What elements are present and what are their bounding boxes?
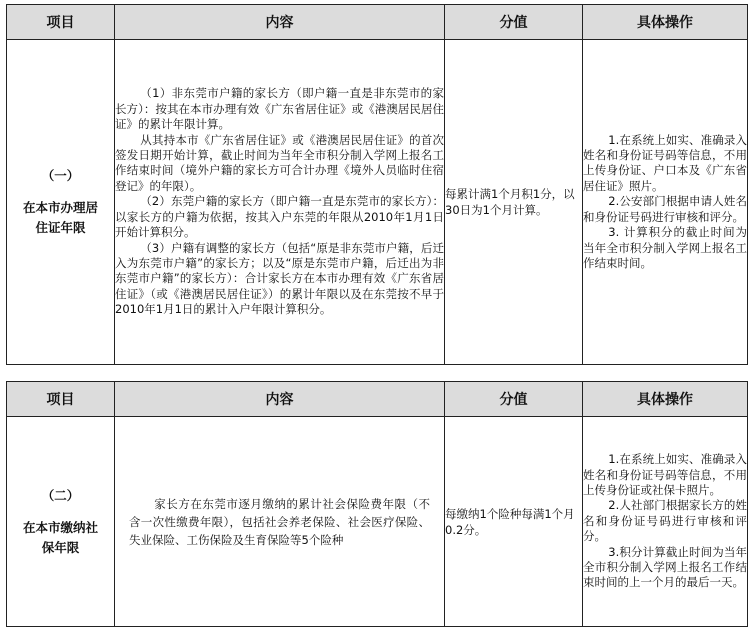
content-cell [115,417,445,627]
item-cell [7,417,115,627]
score-cell: 每累计满1个月积1分，以30日为1个月计算。 [445,40,583,365]
header-row [7,382,748,417]
score-table-residence [6,4,748,365]
ops-cell [583,417,748,627]
header-content: 内容 [115,5,445,40]
content-paragraph: （1）非东莞市户籍的家长方（即户籍一直是非东莞市的家长方）：按其在本市办理有效《广东省居住证》或《港澳居民居住证》的累计年限计算。 [115,86,444,132]
header-content: 内容 [115,382,445,417]
content-paragraph: 家长方在东莞市逐月缴纳的累计社会保险费年限（不含一次性缴费年限），包括社会养老保险、社会医疗保险、失业保险、工伤保险及生育保险等5个险种 [129,496,430,547]
score-table-social-insurance [6,381,748,627]
table-row [7,40,748,365]
ops-cell [583,40,748,365]
item-number: （一） [41,168,80,183]
item-number: （二） [41,487,80,503]
header-score: 分值 [445,5,583,40]
header-item: 项目 [7,5,115,40]
content-paragraph: 从其持本市《广东省居住证》或《港澳居民居住证》的首次签发日期开始计算，截止时间为当年全市积分制入学网上报名工作结束时间（境外户籍的家长方可合计办理《境外人员临时住宿登记》的年限）。 [115,132,444,193]
header-score: 分值 [445,382,583,417]
score-cell: 每缴纳1个险种每满1个月0.2分。 [445,417,583,627]
header-row [7,5,748,40]
header-ops: 具体操作 [583,5,748,40]
content-paragraph: （3）户籍有调整的家长方（包括“原是非东莞市户籍，后迁入为东莞市户籍”的家长方；以及“原是东莞市户籍，后迁出为非东莞市户籍”的家长方）：合计家长方在本市办理有效《广东省居住证》（或《港澳居民居住证》）的累计年限以及在东莞按不早于2010年1月1日的累计入户年限计算积分。 [115,240,444,317]
table-row [7,417,748,627]
item-cell [7,40,115,365]
ops-step: 1.在系统上如实、准确录入姓名和身份证号码等信息，不用上传身份证、户口本及《广东省居住证》照片。 [583,132,747,193]
ops-step: 2.人社部门根据家长方的姓名和身份证号码进行审核和评分。 [583,498,747,544]
ops-step: 2.公安部门根据申请人姓名和身份证号码进行审核和评分。 [583,194,747,224]
content-paragraph: （2）东莞户籍的家长方（即户籍一直是东莞市的家长方）：以家长方的户籍为依据，按其入户东莞的年限从2010年1月1日开始计算积分。 [115,194,444,240]
item-title: 在本市缴纳社保年限 [22,519,98,555]
header-ops: 具体操作 [583,382,748,417]
header-item: 项目 [7,382,115,417]
ops-step: 3. 计算积分的截止时间为当年全市积分制入学网上报名工作结束时间。 [583,225,747,270]
ops-step: 1.在系统上如实、准确录入姓名和身份证号码等信息，不用上传身份证或社保卡照片。 [583,452,747,497]
content-cell [115,40,445,365]
item-title: 在本市办理居住证年限 [22,200,98,235]
ops-step: 3.积分计算截止时间为当年全市积分制入学网上报名工作结束时间的上一个月的最后一天。 [583,544,747,590]
